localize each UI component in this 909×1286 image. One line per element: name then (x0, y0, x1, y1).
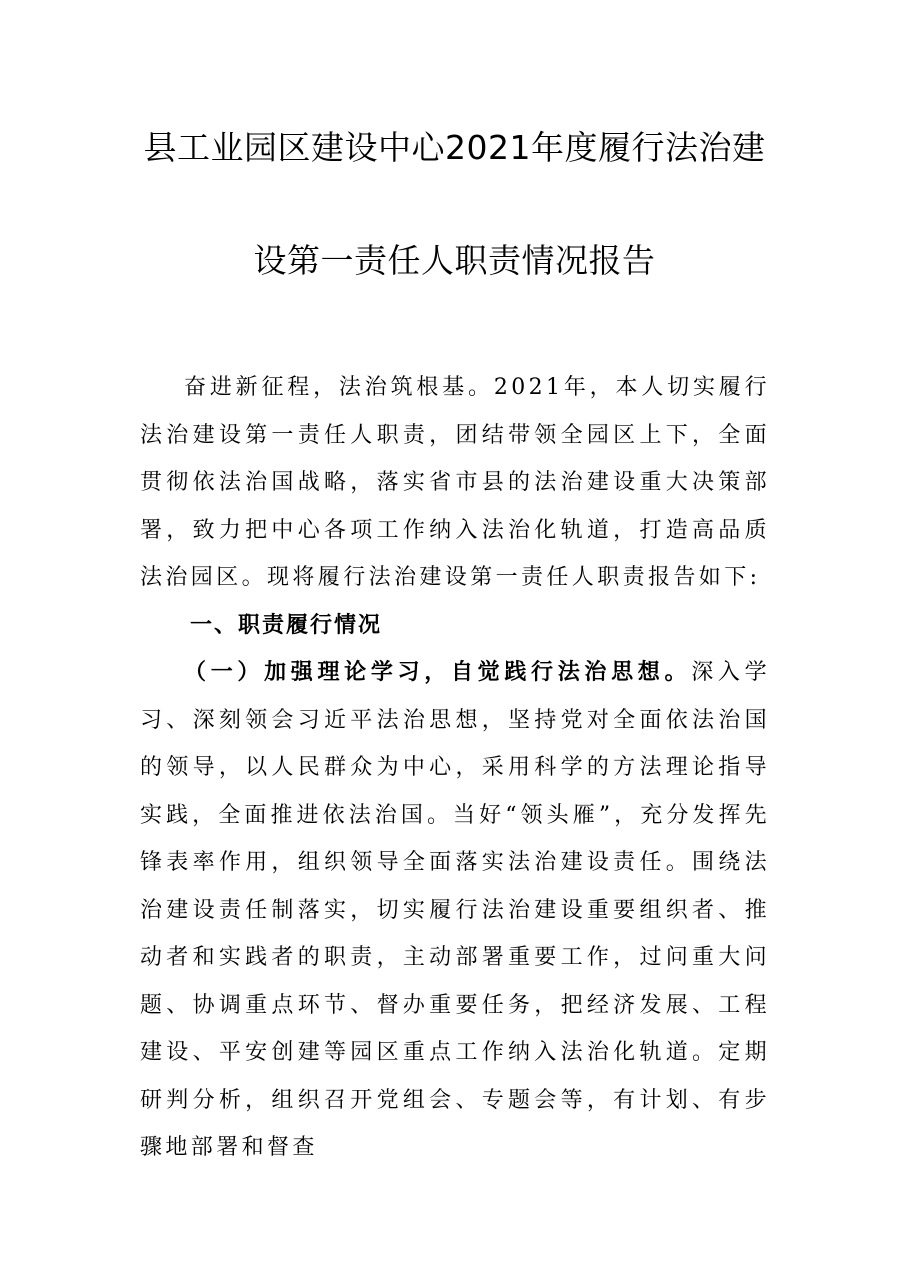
section-heading-duty-performance: 一、职责履行情况 (190, 612, 383, 638)
intro-paragraph: 奋进新征程，法治筑根基。2021年，本人切实履行法治建设第一责任人职责，团结带领全园区上下，全面贯彻依法治国战略，落实省市县的法治建设重大决策部署，致力把中心各项工作纳入法治化轨道，打造高品质法治园区。现将履行法治建设第一责任人职责报告如下: (140, 375, 770, 590)
document-title-line-1: 县工业园区建设中心2021年度履行法治建 (143, 128, 766, 167)
subsection-paragraph-theory-study (140, 649, 770, 1172)
document-title-line-2: 设第一责任人职责情况报告 (253, 241, 656, 280)
subsection-heading-theory-study: （一）加强理论学习，自觉践行法治思想。 (184, 660, 692, 685)
document-body (140, 364, 770, 1172)
subsection-body-theory-study: 深入学习、深刻领会习近平法治思想，坚持党对全面依法治国的领导，以人民群众为中心，采用科学的方法理论指导实践，全面推进依法治国。当好“领头雁”，充分发挥先锋表率作用，组织领导全面落实法治建设责任。围绕法治建设责任制落实，切实履行法治建设重要组织者、推动者和实践者的职责，主动部署重要工作，过问重大问题、协调重点环节、督办重要任务，把经济发展、工程建设、平安创建等园区重点工作纳入法治化轨道。定期研判分析，组织召开党组会、专题会等，有计划、有步骤地部署和督查 (140, 660, 770, 1160)
